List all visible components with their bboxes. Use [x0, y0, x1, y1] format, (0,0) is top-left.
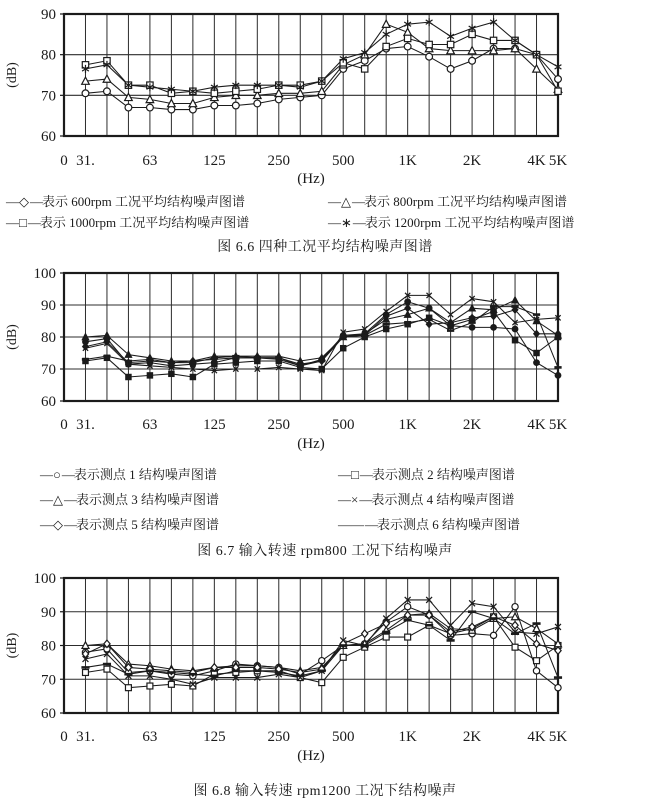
legend-line-segment: — [338, 467, 350, 482]
svg-text:(dB): (dB) [5, 62, 20, 88]
svg-text:63: 63 [142, 417, 158, 433]
legend-square-icon: □ [351, 467, 359, 482]
svg-text:2K: 2K [462, 153, 482, 169]
legend-item [40, 487, 338, 512]
legend-item-label: 表示测点 5 结构噪声图谱 [76, 517, 220, 532]
svg-text:0: 0 [60, 417, 68, 433]
legend-line-segment: — [27, 215, 40, 230]
svg-text:60: 60 [41, 394, 56, 410]
legend-item [328, 191, 650, 212]
legend-line-segment: — [40, 467, 52, 482]
svg-text:4K: 4K [527, 153, 546, 169]
legend-item [338, 512, 650, 537]
svg-text:125: 125 [203, 729, 226, 745]
svg-text:70: 70 [41, 672, 56, 689]
legend-dash-icon: — [351, 517, 364, 532]
legend-item [338, 462, 650, 487]
legend-triangle-icon: △ [53, 492, 63, 507]
legend-line-segment: — [359, 467, 372, 482]
legend-item-label: 表示测点 4 结构噪声图谱 [371, 492, 515, 507]
legend-item-label: 表示 600rpm 工况平均结构噪声图谱 [42, 194, 245, 209]
legend-diamond-icon: ◇ [19, 194, 29, 209]
svg-text:250: 250 [267, 729, 291, 745]
svg-text:500: 500 [331, 729, 355, 745]
svg-text:125: 125 [203, 417, 226, 433]
chart-figure-6-7 [0, 260, 650, 458]
legend-line-segment: — [338, 517, 350, 532]
legend-line-segment: — [64, 517, 76, 532]
legend-x-icon: × [351, 492, 359, 507]
svg-text:5K: 5K [548, 729, 568, 745]
svg-text:31.: 31. [76, 729, 95, 745]
legend-triangle-icon: △ [341, 194, 351, 209]
legend-line-segment: — [365, 517, 377, 532]
svg-text:250: 250 [267, 153, 291, 169]
legend-item [328, 212, 650, 233]
svg-text:2K: 2K [462, 729, 482, 745]
svg-text:60: 60 [41, 706, 56, 722]
svg-text:80: 80 [41, 47, 56, 64]
svg-text:2K: 2K [462, 417, 482, 433]
svg-text:70: 70 [41, 362, 56, 378]
svg-text:(Hz): (Hz) [297, 171, 325, 187]
legend-item [40, 462, 338, 487]
svg-text:4K: 4K [527, 729, 546, 745]
legend-item-label: 表示测点 3 结构噪声图谱 [76, 492, 220, 507]
legend-diamond-icon: ◇ [53, 517, 63, 532]
legend-figure-6-7 [0, 462, 650, 537]
svg-text:0: 0 [60, 153, 68, 169]
svg-text:(dB): (dB) [5, 632, 20, 659]
svg-text:31.: 31. [76, 417, 95, 433]
legend-square-icon: □ [19, 215, 27, 230]
legend-line-segment: — [359, 492, 372, 507]
legend-star-icon: ∗ [341, 215, 352, 230]
legend-line-segment: — [61, 467, 74, 482]
svg-text:80: 80 [41, 638, 56, 655]
legend-line-segment: — [352, 194, 364, 209]
legend-item-label: 表示测点 6 结构噪声图谱 [377, 517, 521, 532]
figure-6-6 [0, 0, 650, 256]
legend-line-segment: — [352, 215, 365, 230]
svg-text:(dB): (dB) [5, 324, 20, 350]
svg-text:500: 500 [331, 417, 355, 433]
svg-text:125: 125 [203, 153, 226, 169]
svg-text:90: 90 [41, 298, 56, 314]
svg-text:60: 60 [41, 129, 56, 145]
legend-line-segment: — [6, 194, 18, 209]
legend-figure-6-6 [0, 191, 650, 233]
svg-text:100: 100 [33, 266, 56, 282]
svg-text:80: 80 [41, 330, 56, 346]
figure-6-8 [0, 564, 650, 800]
svg-text:1K: 1K [398, 729, 417, 745]
svg-text:250: 250 [267, 417, 291, 433]
legend-line-segment: — [64, 492, 76, 507]
figure-6-7 [0, 260, 650, 560]
legend-item [40, 512, 338, 537]
legend-item-label: 表示 1000rpm 工况平均结构噪声图谱 [39, 215, 250, 230]
svg-text:100: 100 [33, 571, 56, 587]
legend-line-segment: — [328, 215, 340, 230]
svg-text:90: 90 [41, 604, 56, 621]
svg-text:500: 500 [331, 153, 355, 169]
svg-text:1K: 1K [398, 417, 417, 433]
legend-line-segment: — [6, 215, 18, 230]
legend-line-segment: — [30, 194, 42, 209]
legend-line-segment: — [40, 517, 52, 532]
figure-caption-6-7: 图 6.7 输入转速 rpm800 工况下结构噪声 [197, 544, 453, 559]
svg-text:1K: 1K [398, 153, 417, 169]
svg-text:4K: 4K [527, 417, 546, 433]
legend-item-label: 表示 1200rpm 工况平均结构噪声图谱 [364, 215, 575, 230]
legend-item-label: 表示 800rpm 工况平均结构噪声图谱 [364, 194, 567, 209]
svg-text:(Hz): (Hz) [297, 436, 325, 452]
legend-circle-icon: ○ [53, 467, 61, 482]
svg-text:63: 63 [142, 153, 158, 169]
legend-line-segment: — [328, 194, 340, 209]
legend-item [6, 191, 328, 212]
svg-text:5K: 5K [548, 153, 568, 169]
svg-text:63: 63 [142, 729, 158, 745]
legend-line-segment: — [338, 492, 350, 507]
svg-text:(Hz): (Hz) [297, 748, 325, 764]
svg-text:90: 90 [41, 7, 56, 23]
svg-text:31.: 31. [76, 153, 95, 169]
figure-caption-6-6: 图 6.6 四种工况平均结构噪声图谱 [217, 240, 433, 255]
chart-figure-6-8 [0, 564, 650, 772]
svg-text:5K: 5K [548, 417, 568, 433]
svg-text:70: 70 [41, 88, 56, 105]
legend-item-label: 表示测点 2 结构噪声图谱 [371, 467, 515, 482]
legend-item [338, 487, 650, 512]
svg-text:0: 0 [60, 729, 68, 745]
figure-caption-6-8: 图 6.8 输入转速 rpm1200 工况下结构噪声 [193, 784, 457, 799]
legend-item-label: 表示测点 1 结构噪声图谱 [73, 467, 217, 482]
legend-item [6, 212, 328, 233]
chart-figure-6-6 [0, 0, 650, 188]
legend-line-segment: — [40, 492, 52, 507]
